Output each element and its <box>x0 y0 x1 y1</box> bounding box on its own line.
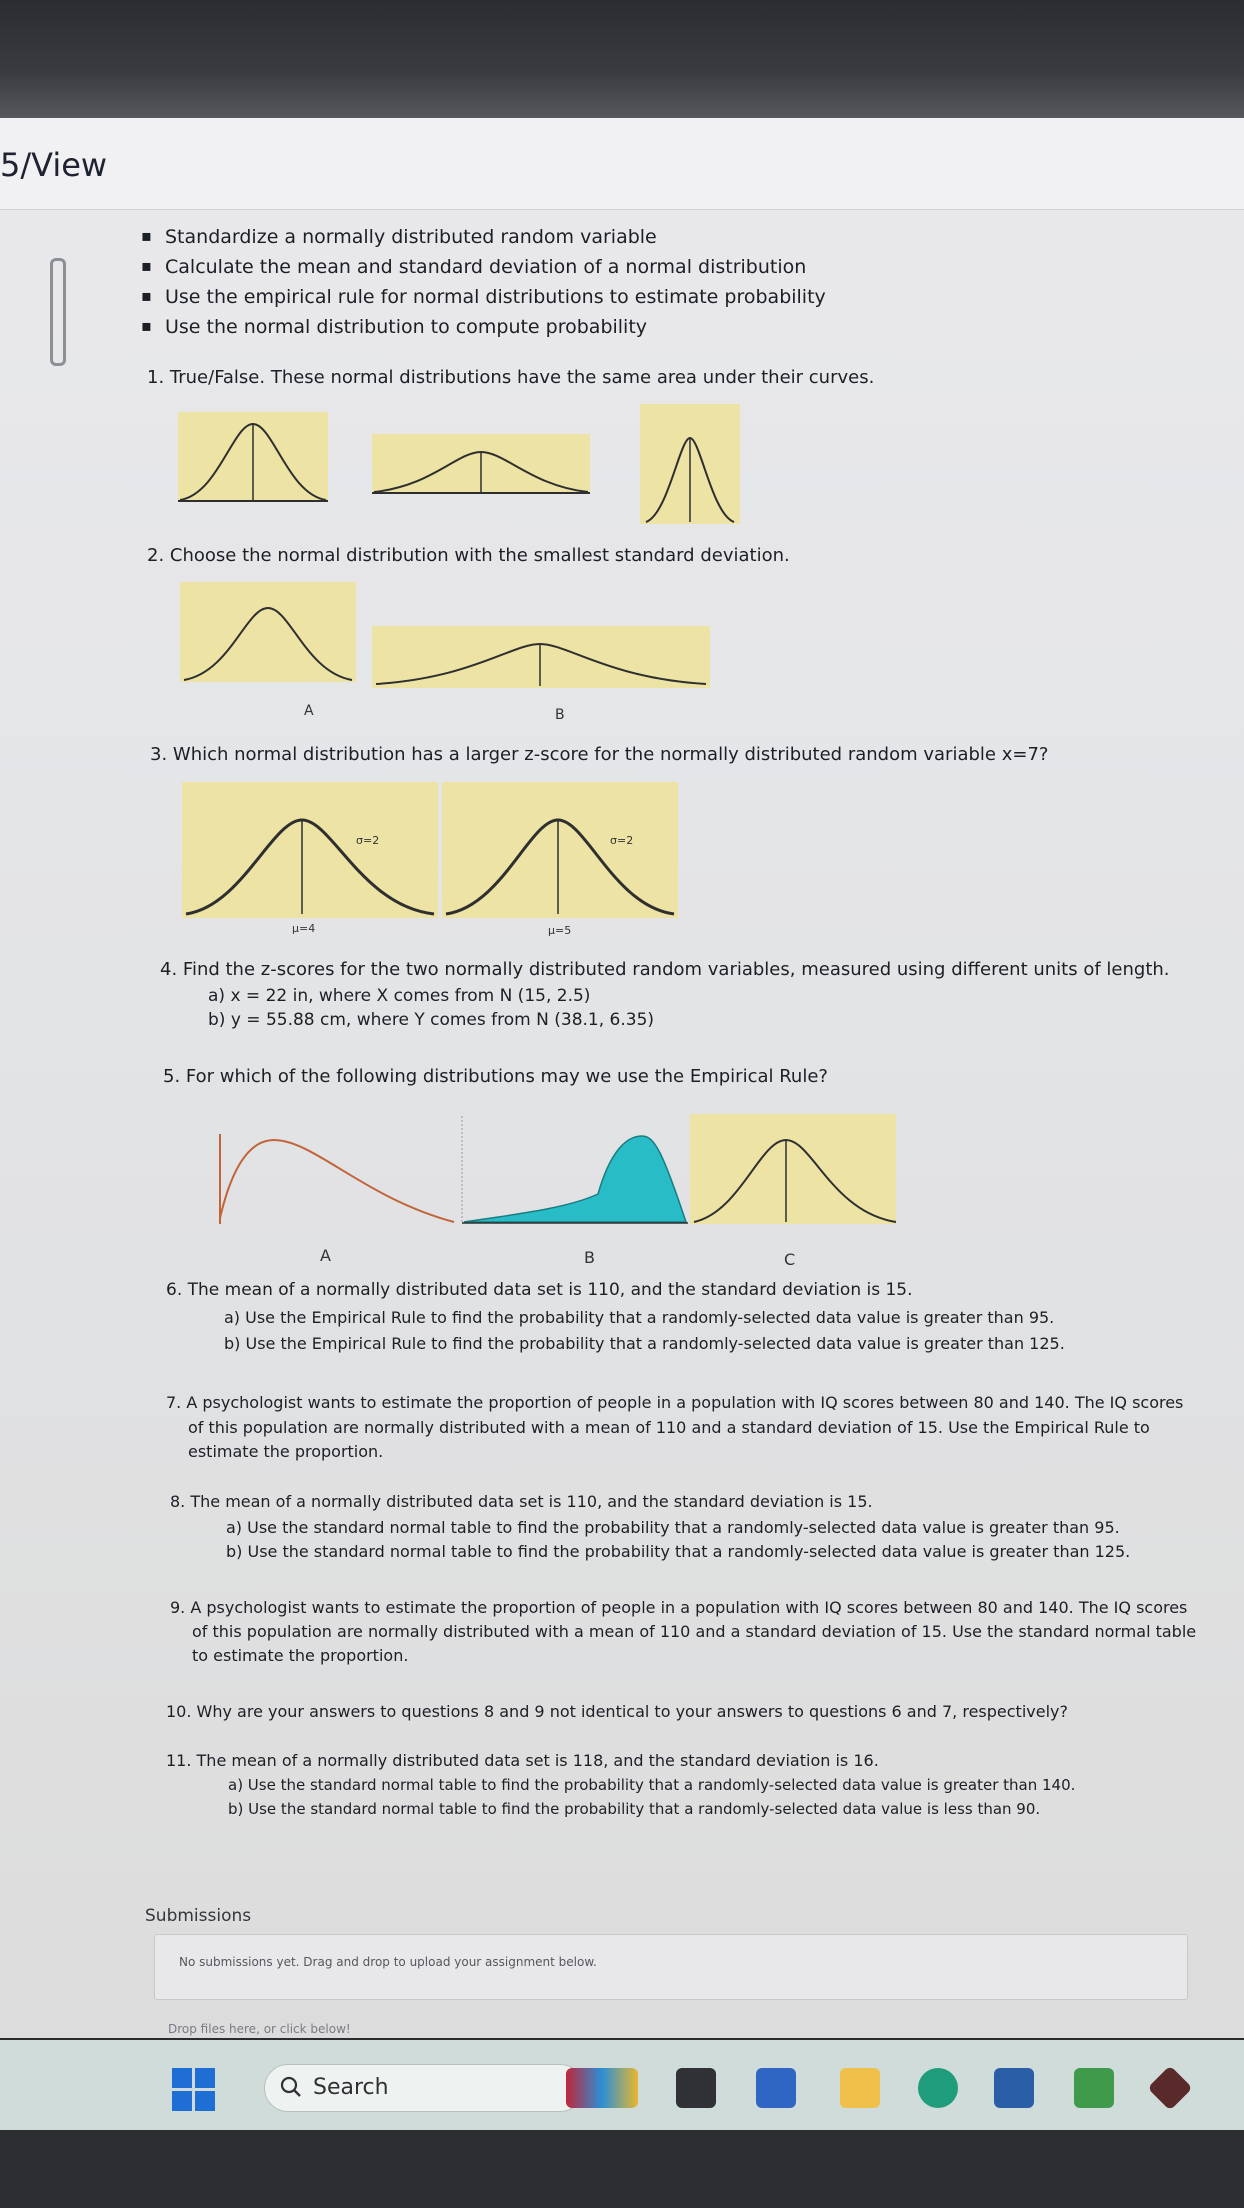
store-icon[interactable] <box>994 2068 1034 2108</box>
q5-plot-a <box>214 1128 464 1226</box>
question-10: 10. Why are your answers to questions 8 and 9 not identical to your answers to questions 6 and 7, respectively? <box>166 1702 1068 1721</box>
breadcrumb[interactable]: 5/View <box>0 146 108 184</box>
q5-label-b: B <box>584 1248 595 1267</box>
file-explorer-icon[interactable] <box>840 2068 880 2108</box>
question-4a: a) x = 22 in, where X comes from N (15, 2.5) <box>208 986 591 1006</box>
q5-plot-b <box>458 1112 690 1226</box>
drop-hint-link[interactable]: Drop files here, or click below! <box>168 2022 351 2036</box>
objective-item: ▪ Use the empirical rule for normal distributions to estimate probability <box>165 286 826 308</box>
question-4b: b) y = 55.88 cm, where Y comes from N (38.1, 6.35) <box>208 1010 655 1030</box>
question-8: 8. The mean of a normally distributed data set is 110, and the standard deviation is 15. <box>170 1492 873 1511</box>
question-9-line-2: of this population are normally distributed with a mean of 110 and a standard deviation of 15. Use the standard normal table <box>192 1622 1197 1641</box>
teams-icon[interactable] <box>756 2068 796 2108</box>
screen-bezel <box>0 2130 1244 2208</box>
q2-plot-a <box>180 580 360 684</box>
question-6: 6. The mean of a normally distributed data set is 110, and the standard deviation is 15. <box>166 1280 913 1300</box>
q3-plot-b <box>442 780 682 920</box>
question-11a: a) Use the standard normal table to find the probability that a randomly-selected data value is greater than 140. <box>228 1776 1076 1794</box>
question-6b: b) Use the Empirical Rule to find the probability that a randomly-selected data value is greater than 125. <box>224 1334 1065 1353</box>
question-1: 1. True/False. These normal distributions have the same area under their curves. <box>147 367 875 388</box>
question-9-line-1: 9. A psychologist wants to estimate the proportion of people in a population with IQ scores between 80 and 140. The IQ scores <box>170 1598 1188 1617</box>
question-8b: b) Use the standard normal table to find the probability that a randomly-selected data value is greater than 125. <box>226 1542 1131 1561</box>
sidebar-toggle[interactable] <box>50 258 66 366</box>
question-9-line-3: to estimate the proportion. <box>192 1646 409 1665</box>
q3-sigma-a: σ=2 <box>356 834 380 847</box>
windows-start-icon[interactable] <box>172 2068 216 2112</box>
question-7-line-3: estimate the proportion. <box>188 1442 384 1461</box>
skewed-area <box>464 1136 686 1222</box>
header-band <box>0 118 1244 210</box>
browser-top-bar <box>0 0 1244 118</box>
question-11b: b) Use the standard normal table to find the probability that a randomly-selected data value is less than 90. <box>228 1800 1041 1818</box>
taskbar-search[interactable] <box>264 2064 584 2112</box>
search-icon <box>279 2075 303 2099</box>
objective-item: ▪ Calculate the mean and standard deviation of a normal distribution <box>165 256 806 278</box>
search-label: Search <box>313 2075 389 2100</box>
objective-item: ▪ Standardize a normally distributed random variable <box>165 226 657 248</box>
edge-browser-icon[interactable] <box>918 2068 958 2108</box>
q5-label-c: C <box>784 1250 796 1269</box>
plot-background <box>180 582 356 682</box>
question-3: 3. Which normal distribution has a larger z-score for the normally distributed random variable x=7? <box>150 744 1049 765</box>
task-view-icon[interactable] <box>676 2068 716 2108</box>
question-6a: a) Use the Empirical Rule to find the probability that a randomly-selected data value is greater than 95. <box>224 1308 1055 1327</box>
q2-label-a: A <box>304 703 314 719</box>
q1-plot-c <box>640 402 744 526</box>
q5-label-a: A <box>320 1246 331 1265</box>
q5-plot-c <box>690 1112 902 1226</box>
question-5: 5. For which of the following distributions may we use the Empirical Rule? <box>163 1066 828 1087</box>
plot-background <box>442 782 678 918</box>
question-11: 11. The mean of a normally distributed data set is 118, and the standard deviation is 16. <box>166 1751 879 1770</box>
question-7-line-2: of this population are normally distributed with a mean of 110 and a standard deviation of 15. Use the Empirical Rule to <box>188 1418 1150 1437</box>
q2-plot-b <box>372 624 714 690</box>
question-8a: a) Use the standard normal table to find the probability that a randomly-selected data value is greater than 95. <box>226 1518 1120 1537</box>
q3-mu-a: μ=4 <box>292 922 316 935</box>
widgets-icon[interactable] <box>566 2068 638 2108</box>
q3-mu-b: μ=5 <box>548 924 572 937</box>
submissions-title: Submissions <box>145 1906 252 1926</box>
solitaire-icon[interactable] <box>1074 2068 1114 2108</box>
skewed-curve <box>220 1140 454 1222</box>
question-2: 2. Choose the normal distribution with the smallest standard deviation. <box>147 545 790 566</box>
q2-label-b: B <box>555 707 565 723</box>
submission-dropzone[interactable] <box>154 1934 1188 2000</box>
q3-sigma-b: σ=2 <box>610 834 634 847</box>
question-7-line-1: 7. A psychologist wants to estimate the proportion of people in a population with IQ scores between 80 and 140. The IQ scores <box>166 1393 1184 1412</box>
q1-plot-a <box>178 404 332 504</box>
q1-plot-b <box>372 430 594 498</box>
submission-empty-text: No submissions yet. Drag and drop to upload your assignment below. <box>179 1955 597 1969</box>
question-4: 4. Find the z-scores for the two normally distributed random variables, measured using different units of length. <box>160 959 1170 980</box>
objective-item: ▪ Use the normal distribution to compute probability <box>165 316 647 338</box>
q3-plot-a <box>182 780 442 920</box>
